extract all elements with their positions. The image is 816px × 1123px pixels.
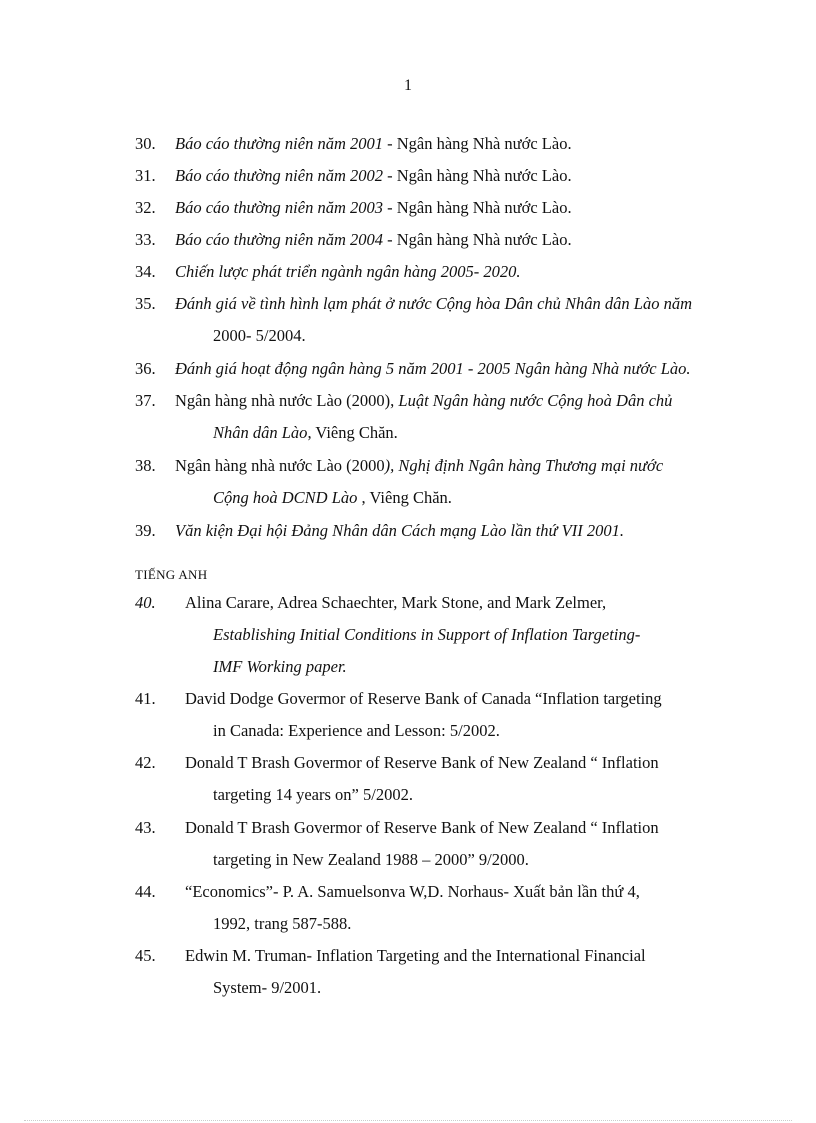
reference-title-cont: Cộng hoà DCND Lào — [213, 488, 358, 507]
section-title-english: TIẾNG ANH — [135, 567, 208, 582]
reference-text: “Economics”- P. A. Samuelsonva W,D. Norhaus- Xuất bản lần thứ 4, — [185, 882, 640, 901]
reference-item — [135, 940, 739, 1004]
reference-number: 37. — [135, 391, 156, 410]
reference-item — [135, 515, 624, 547]
reference-number: 44. — [135, 882, 156, 901]
reference-item — [135, 747, 739, 811]
reference-source: - Ngân hàng Nhà nước Lào. — [383, 134, 572, 153]
reference-item — [135, 192, 572, 224]
reference-author: Ngân hàng nhà nước Lào (2000), — [175, 391, 395, 410]
reference-title: Establishing Initial Conditions in Support of Inflation Targeting- — [213, 625, 641, 644]
reference-text: Donald T Brash Govermor of Reserve Bank of New Zealand “ Inflation — [185, 753, 659, 772]
reference-item — [135, 876, 739, 940]
reference-number: 39. — [135, 521, 156, 540]
reference-text: Donald T Brash Govermor of Reserve Bank of New Zealand “ Inflation — [185, 818, 659, 837]
reference-number: 35. — [135, 294, 156, 313]
reference-title: ), Nghị định Ngân hàng Thương mại nước — [384, 456, 664, 475]
reference-continuation: 2000- 5/2004. — [213, 326, 306, 345]
reference-item — [135, 812, 739, 876]
reference-number: 42. — [135, 753, 156, 772]
reference-source: - Ngân hàng Nhà nước Lào. — [383, 198, 572, 217]
reference-text: David Dodge Govermor of Reserve Bank of Canada “Inflation targeting — [185, 689, 662, 708]
reference-number: 41. — [135, 689, 156, 708]
reference-title: Báo cáo thường niên năm 2004 — [175, 230, 383, 249]
reference-number: 31. — [135, 166, 156, 185]
reference-author: Ngân hàng nhà nước Lào (2000 — [175, 456, 385, 475]
reference-continuation — [135, 619, 739, 651]
reference-line — [185, 587, 739, 619]
reference-text: Edwin M. Truman- Inflation Targeting and the International Financial — [185, 946, 646, 965]
reference-source: - Ngân hàng Nhà nước Lào. — [383, 230, 572, 249]
reference-continuation: targeting in New Zealand 1988 – 2000” 9/2000. — [213, 850, 529, 869]
reference-item — [135, 587, 739, 683]
page-number: 1 — [404, 77, 412, 94]
reference-item — [135, 683, 739, 747]
reference-item — [135, 353, 691, 385]
reference-item — [135, 256, 521, 288]
reference-item — [135, 288, 692, 352]
reference-number: 30. — [135, 134, 156, 153]
reference-item — [135, 128, 572, 160]
reference-item — [135, 224, 572, 256]
reference-continuation — [135, 482, 663, 514]
reference-item — [135, 385, 672, 449]
reference-number: 38. — [135, 456, 156, 475]
reference-title: Văn kiện Đại hội Đảng Nhân dân Cách mạng Lào lần thứ VII 2001. — [175, 521, 624, 540]
reference-continuation: in Canada: Experience and Lesson: 5/2002. — [213, 721, 500, 740]
reference-number: 34. — [135, 262, 156, 281]
page-bottom-divider — [24, 1120, 792, 1121]
reference-number: 33. — [135, 230, 156, 249]
reference-item — [135, 160, 572, 192]
reference-number: 32. — [135, 198, 156, 217]
reference-text: Alina Carare, Adrea Schaechter, Mark Stone, and Mark Zelmer, — [185, 593, 607, 612]
reference-title: Báo cáo thường niên năm 2003 — [175, 198, 383, 217]
reference-number: 36. — [135, 359, 156, 378]
reference-title-cont: Nhân dân Lào — [213, 423, 308, 442]
reference-title: Chiến lược phát triển ngành ngân hàng 2005- 2020. — [175, 262, 521, 281]
reference-source: - Ngân hàng Nhà nước Lào. — [383, 166, 572, 185]
reference-continuation — [135, 417, 672, 449]
reference-continuation — [135, 651, 739, 683]
reference-number: 40. — [135, 593, 156, 612]
reference-title: Báo cáo thường niên năm 2002 — [175, 166, 383, 185]
reference-title-cont: IMF Working paper. — [213, 657, 347, 676]
reference-place: , Viêng Chăn. — [357, 488, 452, 507]
reference-place: , Viêng Chăn. — [307, 423, 398, 442]
reference-continuation: System- 9/2001. — [213, 978, 322, 997]
reference-item — [135, 450, 663, 514]
reference-title: Luật Ngân hàng nước Cộng hoà Dân chủ — [394, 391, 673, 410]
reference-title: Đánh giá hoạt động ngân hàng 5 năm 2001 - 2005 Ngân hàng Nhà nước Lào. — [175, 359, 691, 378]
reference-number: 43. — [135, 818, 156, 837]
reference-number: 45. — [135, 946, 156, 965]
reference-continuation: 1992, trang 587-588. — [213, 914, 352, 933]
reference-title: Báo cáo thường niên năm 2001 — [175, 134, 383, 153]
reference-continuation: targeting 14 years on” 5/2002. — [213, 785, 413, 804]
reference-title: Đánh giá về tình hình lạm phát ở nước Cộng hòa Dân chủ Nhân dân Lào năm — [175, 294, 693, 313]
